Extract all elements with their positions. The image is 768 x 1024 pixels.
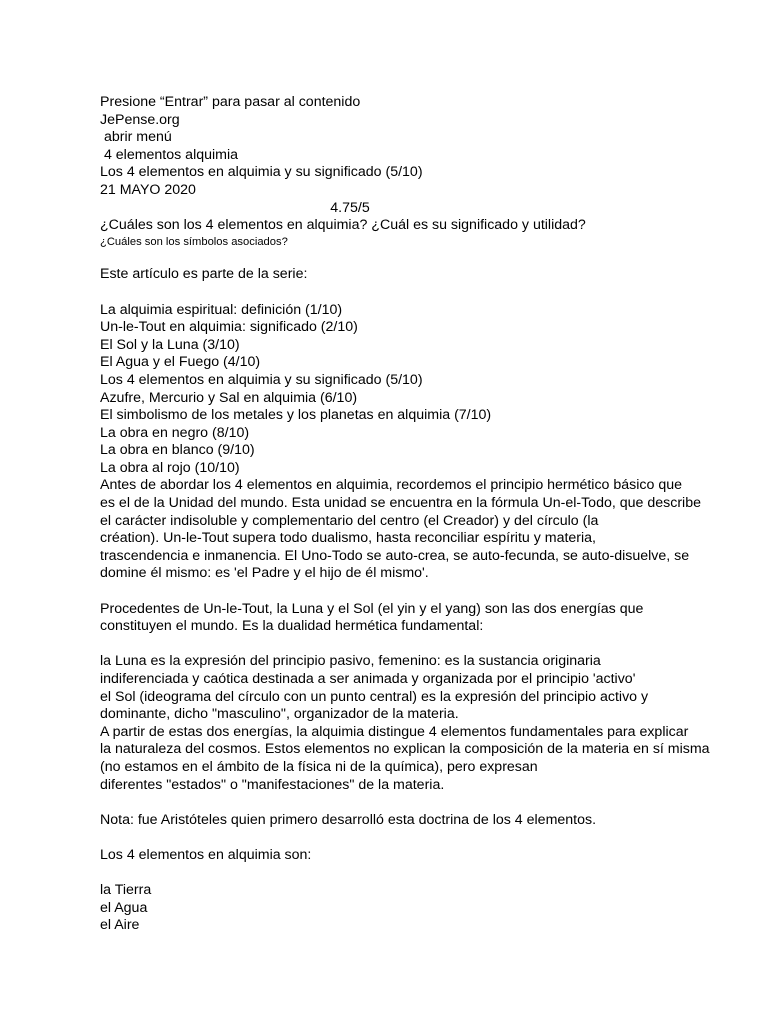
aristotle-note: Nota: fue Aristóteles quien primero desarrolló esta doctrina de los 4 elementos.: [100, 811, 597, 828]
series-item[interactable]: La obra en blanco (9/10): [100, 442, 255, 459]
series-item[interactable]: La obra en negro (8/10): [100, 424, 250, 441]
article-questions: ¿Cuáles son los 4 elementos en alquimia? ¿Cuál es su significado y utilidad?: [100, 217, 586, 234]
paragraph-line: constituyen el mundo. Es la dualidad hermética fundamental:: [100, 618, 484, 635]
elements-list: [100, 882, 700, 935]
paragraph-line: el Sol (ideograma del círculo con un punto central) es la expresión del principio activo y: [100, 688, 649, 705]
open-menu-link[interactable]: abrir menú: [100, 129, 172, 146]
paragraph-line: Antes de abordar los 4 elementos en alquimia, recordemos el principio hermético básico que: [100, 477, 683, 494]
article-content: [100, 94, 710, 935]
series-item[interactable]: Azufre, Mercurio y Sal en alquimia (6/10): [100, 389, 358, 406]
series-item[interactable]: El simbolismo de los metales y los planetas en alquimia (7/10): [100, 407, 492, 424]
series-item[interactable]: La obra al rojo (10/10): [100, 459, 240, 476]
paragraph-line: création). Un-le-Tout supera todo dualismo, hasta reconciliar espíritu y materia,: [100, 530, 596, 547]
article-questions-small: ¿Cuáles son los símbolos asociados?: [100, 235, 288, 248]
paragraph-line: Procedentes de Un-le-Tout, la Luna y el Sol (el yin y el yang) son las dos energías que: [100, 600, 644, 617]
elements-intro: Los 4 elementos en alquimia son:: [100, 846, 312, 863]
paragraph-line: es el de la Unidad del mundo. Esta unidad se encuentra en la fórmula Un-el-Todo, que describe: [100, 495, 701, 512]
paragraph-line: la Luna es la expresión del principio pasivo, femenino: es la sustancia originaria: [100, 653, 601, 670]
breadcrumb: 4 elementos alquimia: [100, 146, 239, 163]
paragraph-line: diferentes "estados" o "manifestaciones" de la materia.: [100, 776, 445, 793]
paragraph-duality: [100, 601, 700, 636]
paragraph-line: indiferenciada y caótica destinada a ser animada y organizada por el principio 'activo': [100, 671, 636, 687]
paragraph-line: dominante, dicho "masculino", organizador de la materia.: [100, 706, 459, 723]
element-item: el Aire: [100, 917, 140, 934]
rating-score: 4.75/5: [330, 199, 370, 216]
site-name-link[interactable]: JePense.org: [100, 111, 180, 128]
paragraph-line: domine él mismo: es 'el Padre y el hijo de él mismo'.: [100, 565, 429, 582]
paragraph-line: trascendencia e inmanencia. El Uno-Todo se auto-crea, se auto-fecunda, se auto-disuelve, se: [100, 547, 690, 564]
series-item[interactable]: Un-le-Tout en alquimia: significado (2/10): [100, 319, 358, 336]
series-item[interactable]: La alquimia espiritual: definición (1/10): [100, 301, 343, 318]
skip-to-content-link[interactable]: Presione “Entrar” para pasar al contenido: [100, 94, 361, 110]
paragraph-moon-sun: [100, 653, 710, 794]
paragraph-line: el carácter indisoluble y complementario del centro (el Creador) y del círculo (la: [100, 512, 599, 529]
paragraph-unity: [100, 477, 700, 583]
publish-date: 21 MAYO 2020: [100, 181, 196, 198]
series-item[interactable]: El Sol y la Luna (3/10): [100, 336, 240, 353]
page-title: Los 4 elementos en alquimia y su significado (5/10): [100, 164, 423, 181]
series-list: [100, 302, 700, 478]
paragraph-line: (no estamos en el ámbito de la física ni de la química), pero expresan: [100, 758, 538, 775]
series-item[interactable]: El Agua y el Fuego (4/10): [100, 354, 261, 371]
element-item: el Agua: [100, 899, 148, 916]
series-intro: Este artículo es parte de la serie:: [100, 266, 308, 283]
series-item[interactable]: Los 4 elementos en alquimia y su significado (5/10): [100, 371, 423, 388]
paragraph-line: la naturaleza del cosmos. Estos elementos no explican la composición de la materia en sí misma: [100, 741, 710, 758]
element-item: la Tierra: [100, 882, 152, 899]
paragraph-line: A partir de estas dos energías, la alquimia distingue 4 elementos fundamentales para explicar: [100, 723, 689, 740]
